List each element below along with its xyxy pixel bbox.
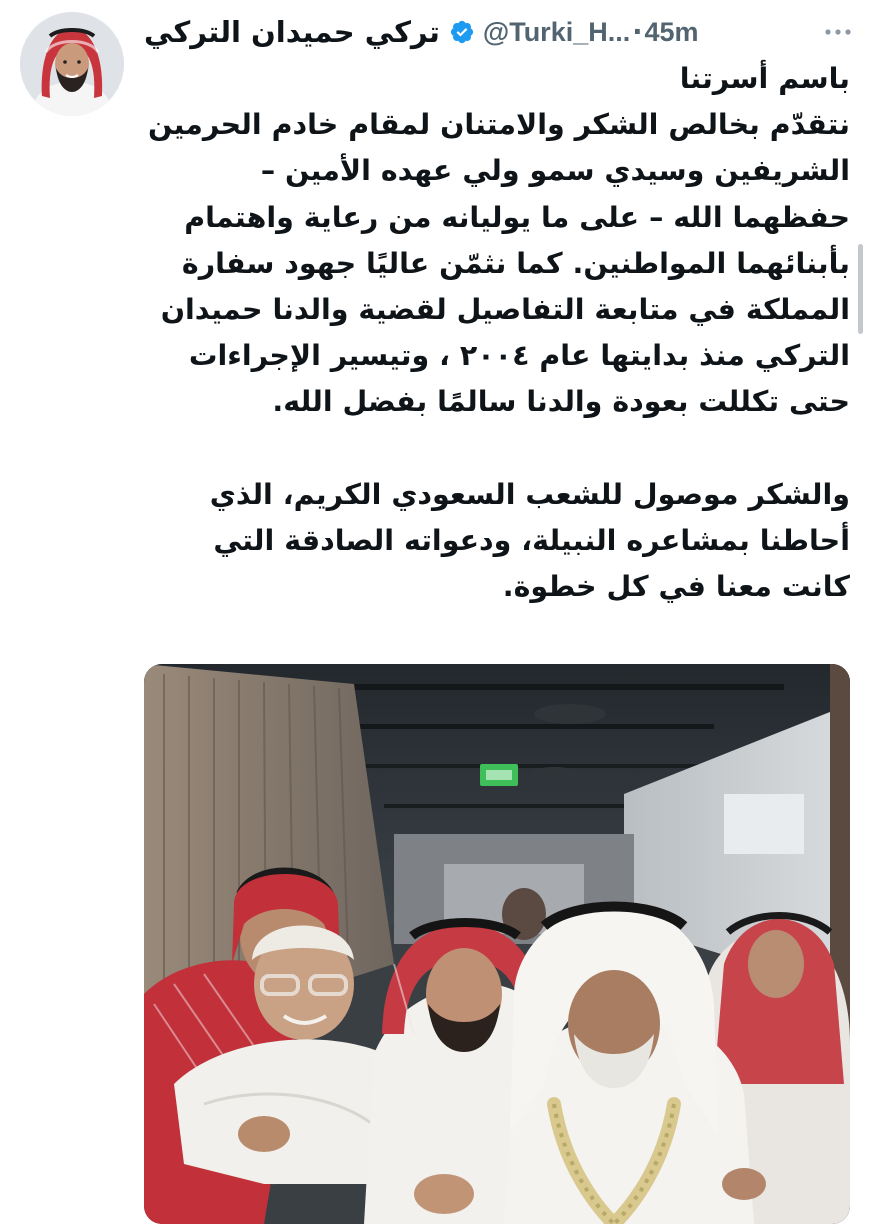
more-horizontal-icon [825, 28, 851, 36]
tweet-photo[interactable] [144, 664, 850, 1224]
scrollbar-thumb[interactable] [858, 244, 863, 334]
tweet-paragraph-greeting: باسم أسرتنا [679, 62, 850, 95]
verified-badge-icon [449, 19, 475, 45]
author-handle[interactable]: @Turki_H... [482, 16, 631, 47]
avatar[interactable] [20, 12, 124, 116]
paragraph-gap [144, 426, 850, 472]
more-options-button[interactable] [820, 14, 856, 50]
author-display-name[interactable]: تركي حميدان التركي [144, 15, 440, 49]
tweet-timestamp[interactable]: 45m [644, 16, 699, 47]
tweet-paragraph-thanks: نتقدّم بخالص الشكر والامتنان لمقام خادم الحرمين الشريفين وسيدي سمو ولي عهده الأمين – حفظهما الله – على ما يوليانه من رعاية واهتمام بأبنائهما المواطنين. كما نثمّن عاليًا جهود سفارة المملكة في متابعة التفاصيل لقضية والدنا حميدان التركي منذ بدايتها عام ٢٠٠٤ ، وتيسير الإجراءات حتى تكللت بعودة والدنا سالمًا بفضل الله. [147, 108, 850, 419]
photo-content-image [144, 664, 850, 1224]
tweet-text [144, 56, 850, 610]
tweet-paragraph-people: والشكر موصول للشعب السعودي الكريم، الذي أحاطنا بمشاعره النبيلة، ودعواته الصادقة التي كانت معنا في كل خطوة. [209, 477, 850, 604]
separator-dot: · [632, 16, 643, 48]
tweet-header [144, 8, 856, 56]
profile-avatar-image [20, 12, 124, 116]
